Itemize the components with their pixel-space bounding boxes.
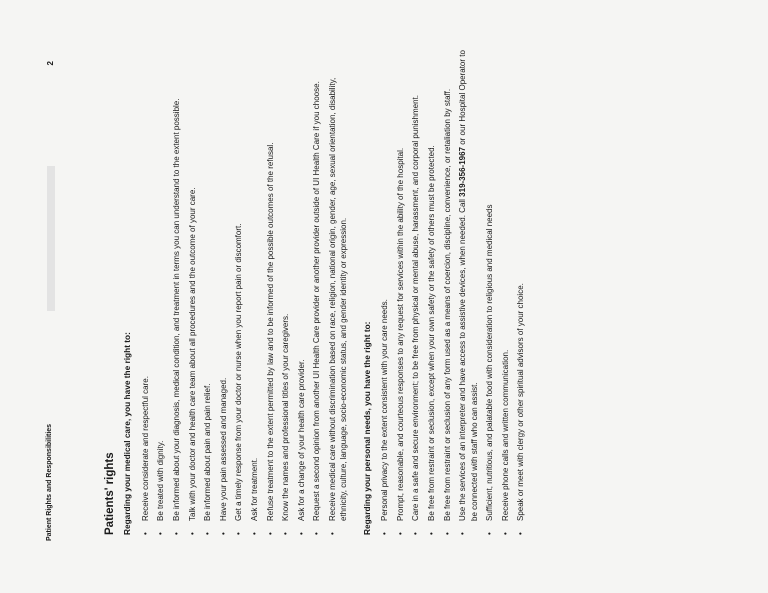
page-number: 2	[46, 61, 55, 66]
page-title: Patients' rights	[104, 452, 116, 535]
list-item: • Care in a safe and secure environment; to be free from physical or mental abuse, harassment, and corporal punishment.	[410, 47, 421, 535]
document-body	[105, 47, 531, 535]
header-smudge	[47, 166, 55, 311]
list-item: • Receive phone calls and written communication.	[500, 47, 511, 535]
list-item: • Talk with your doctor and health care team about all procedures and the outcome of your care.	[187, 47, 198, 535]
interpreter-text: Use the services of an interpreter and have access to assistive devices, when needed. Call	[458, 196, 468, 521]
list-item: • Receive medical care without discrimination based on race, religion, national origin, gender, age, sexual orientation, disability, ethnicity, culture, language, socio-economic status, and gender identity or expression.	[327, 47, 350, 535]
list-item: • Ask for a change of your health care provider.	[296, 47, 307, 535]
personal-needs-heading: Regarding your personal needs, you have the right to:	[361, 321, 372, 535]
medical-care-heading: Regarding your medical care, you have the right to:	[122, 332, 133, 535]
header-title: Patient Rights and Responsibilities	[46, 423, 53, 541]
interpreter-item	[457, 47, 480, 535]
list-item: • Refuse treatment to the extent permitted by law and to be informed of the possible outcomes of the refusal.	[265, 47, 276, 535]
interpreter-text-end: or our Hospital Operator to be connected with staff who can assist.	[458, 50, 479, 521]
list-item: • Know the names and professional titles of your caregivers.	[280, 47, 291, 535]
list-item: • Sufficient, nutritious, and palatable food with consideration to religious and medical needs	[484, 47, 495, 535]
list-item: • Be informed about your diagnosis, medical condition, and treatment in terms you can understand to the extent possible.	[171, 47, 182, 535]
list-item: • Be free from restraint or seclusion, except when your own safety or the safety of others must be protected.	[426, 47, 437, 535]
medical-care-list	[140, 47, 350, 535]
list-item: • Request a second opinion from another UI Health Care provider or another provider outside of UI Health Care if you choose.	[311, 47, 322, 535]
list-item: • Be treated with dignity.	[155, 47, 166, 535]
list-item: • Be free from restraint or seclusion of any form used as a means of coercion, discipline, convenience, or retaliation by staff.	[442, 47, 453, 535]
list-item: • Get a timely response from your doctor or nurse when you report pain or discomfort.	[233, 47, 244, 535]
list-item: • Prompt, reasonable, and courteous responses to any request for services within the ability of the hospital.	[395, 47, 406, 535]
list-item: • Ask for treatment.	[249, 47, 260, 535]
list-item: • Speak or meet with clergy or other spiritual advisors of your choice.	[515, 47, 526, 535]
list-item: • Personal privacy to the extent consistent with your care needs.	[379, 47, 390, 535]
list-item: • Receive considerate and respectful care.	[140, 47, 151, 535]
phone-number: 319-356-1967	[458, 147, 468, 197]
list-item: • Have your pain assessed and managed.	[218, 47, 229, 535]
list-item: • Be informed about pain and pain relief.	[202, 47, 213, 535]
personal-needs-list	[379, 47, 527, 535]
